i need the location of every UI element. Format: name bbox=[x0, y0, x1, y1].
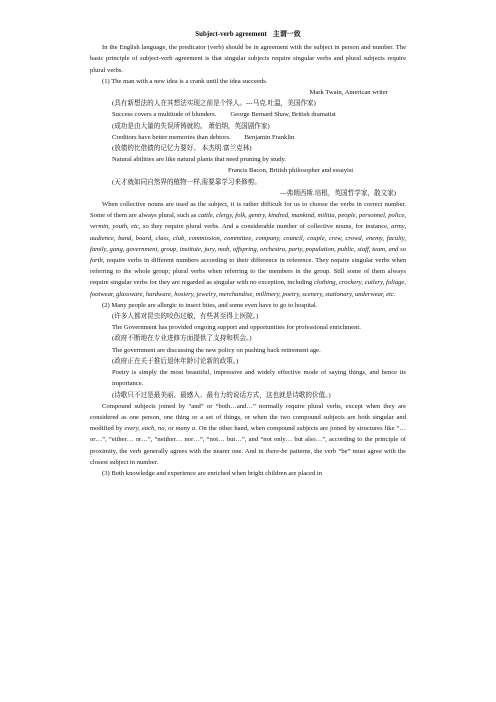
example-sentence: The Government has provided ongoing support and opportunities for professional enrichment. bbox=[112, 324, 361, 332]
paragraph-text: require verbs in different numbers according to their difference in reference. They require singular verbs when referring to the whole group; plural verbs when referring to the members in the group. Still some of them always require singular verbs for they are regarded as singular with no exception, including bbox=[90, 257, 406, 287]
example-sentence: The government are discussing the new policy on pushing back retirement age. bbox=[112, 346, 321, 354]
quote-text: Success covers a multitude of blunders. bbox=[112, 111, 217, 119]
quote-translation: (具有新想法的人在其想法实现之前是个怪人。---马克.吐温，美国作家) bbox=[112, 100, 316, 108]
quote-attribution: Mark Twain, American writer bbox=[309, 89, 388, 97]
page-title bbox=[90, 29, 406, 40]
example-translation: (政府不断地在专业进修方面提供了支持和机会。) bbox=[112, 335, 252, 343]
quote-line bbox=[90, 132, 406, 143]
quote-line bbox=[90, 109, 406, 120]
quote-translation: (放债的比借债的记忆力要好。 本杰明.富兰克林) bbox=[112, 145, 252, 153]
quote-attribution: Francis Bacon, British philosopher and essayist bbox=[228, 167, 354, 175]
paragraph-text: , so they require plural verbs. And a considerable number of collective nouns, for instance, bbox=[138, 223, 389, 231]
example-2-heading: (2) Many people are allergic to insect bites, and some even have to go to hospital. bbox=[102, 301, 318, 309]
paragraph-text: or bbox=[168, 425, 174, 433]
example-translation: (政府正在关于推后退休年龄讨论新的政策。) bbox=[112, 357, 239, 365]
italic-term-list: cattle, clergy, folk, gentry, kindred, mankind, militia, people, personnel, police, vermin, youth, etc bbox=[90, 212, 407, 231]
italic-term: many a bbox=[175, 425, 196, 433]
paragraph-text: . On the other hand, when compound subjects are joined by structures like “… or…”, “either… or…”, “neither… nor…”, “not… but…”, and “not only… but also…”, according to the principle of proximity, the verb generally agrees with the nearer one. And in bbox=[90, 425, 406, 455]
intro-paragraph: In the English language, the predicator (verb) should be in agreement with the subject in person and number. The basic principle of subject-verb agreement is that singular subjects require singular verbs and plural subjects require plural verbs. bbox=[90, 44, 406, 74]
quote-text: Natural abilities are like natural plants that need pruning by study. bbox=[112, 156, 287, 164]
italic-term: there-be bbox=[265, 447, 288, 455]
paragraph-text: When collective nouns are used as the subject, it is rather difficult for us to choose the verbs in correct number. Some of them are always plural, such as bbox=[90, 201, 406, 220]
quote-translation: (成功是由大量的失误所铸就的。 萧伯纳，英国剧作家) bbox=[112, 122, 270, 130]
title-chinese: 主谓一致 bbox=[272, 30, 301, 38]
example-3-heading: (3) Both knowledge and experience are enriched when bright children are placed in bbox=[102, 469, 323, 477]
title-english: Subject-verb agreement bbox=[195, 30, 267, 38]
quote-translation: ---弗朗西斯.培根，英国哲学家，散文家) bbox=[280, 189, 396, 197]
document-body bbox=[90, 29, 406, 479]
compound-subjects-paragraph bbox=[90, 401, 406, 468]
italic-term-list: clothing, crockery, cutlery, foliage, footwear, glassware, hardware, hosiery, jewelry, merchandise, millinery, poetry, scenery, stationary, underwear, etc. bbox=[90, 279, 406, 298]
quote-attribution: Benjamin Franklin bbox=[244, 133, 295, 141]
example-translation: (诗歌只不过是最美丽、最感人、最有力的说话方式，这也就是诗歌的价值。) bbox=[112, 391, 331, 399]
example-1-heading: (1) The man with a new idea is a crank until the idea succeeds. bbox=[102, 77, 268, 85]
paragraph-text: patterns, the verb “be” must agree with the closest subject in number. bbox=[90, 447, 406, 466]
quote-text: Creditors have better memories than debtors. bbox=[112, 133, 231, 141]
paragraph-text: Compound subjects joined by “and” or “both…and…” normally require plural verbs, except when they are considered as one person, one thing or a set of things, or when the two compound subjects are both singular and modified by bbox=[90, 402, 406, 433]
quote-translation: (天才就如同自然界的植物一样,需要靠学习来修剪。 bbox=[112, 178, 261, 186]
collective-nouns-paragraph bbox=[90, 199, 406, 300]
italic-term: every, each, no, bbox=[124, 425, 167, 433]
italic-term-list: army, audience, band, board, class, club, commission, committee, company, council, couple, crew, crowd, enemy, faculty, family, gang, government, group, institute, jury, mob, offspring, orchestra, party, population, public, staff, team, and so forth, bbox=[90, 223, 406, 265]
example-sentence: Poetry is simply the most beautiful, impressive and widely effective mode of saying things, and hence its importance. bbox=[112, 369, 406, 388]
quote-attribution: George Bernard Shaw, British dramatist bbox=[230, 111, 336, 119]
example-translation: (许多人都对昆虫的咬伤过敏，有些甚至得上医院。) bbox=[112, 313, 259, 321]
